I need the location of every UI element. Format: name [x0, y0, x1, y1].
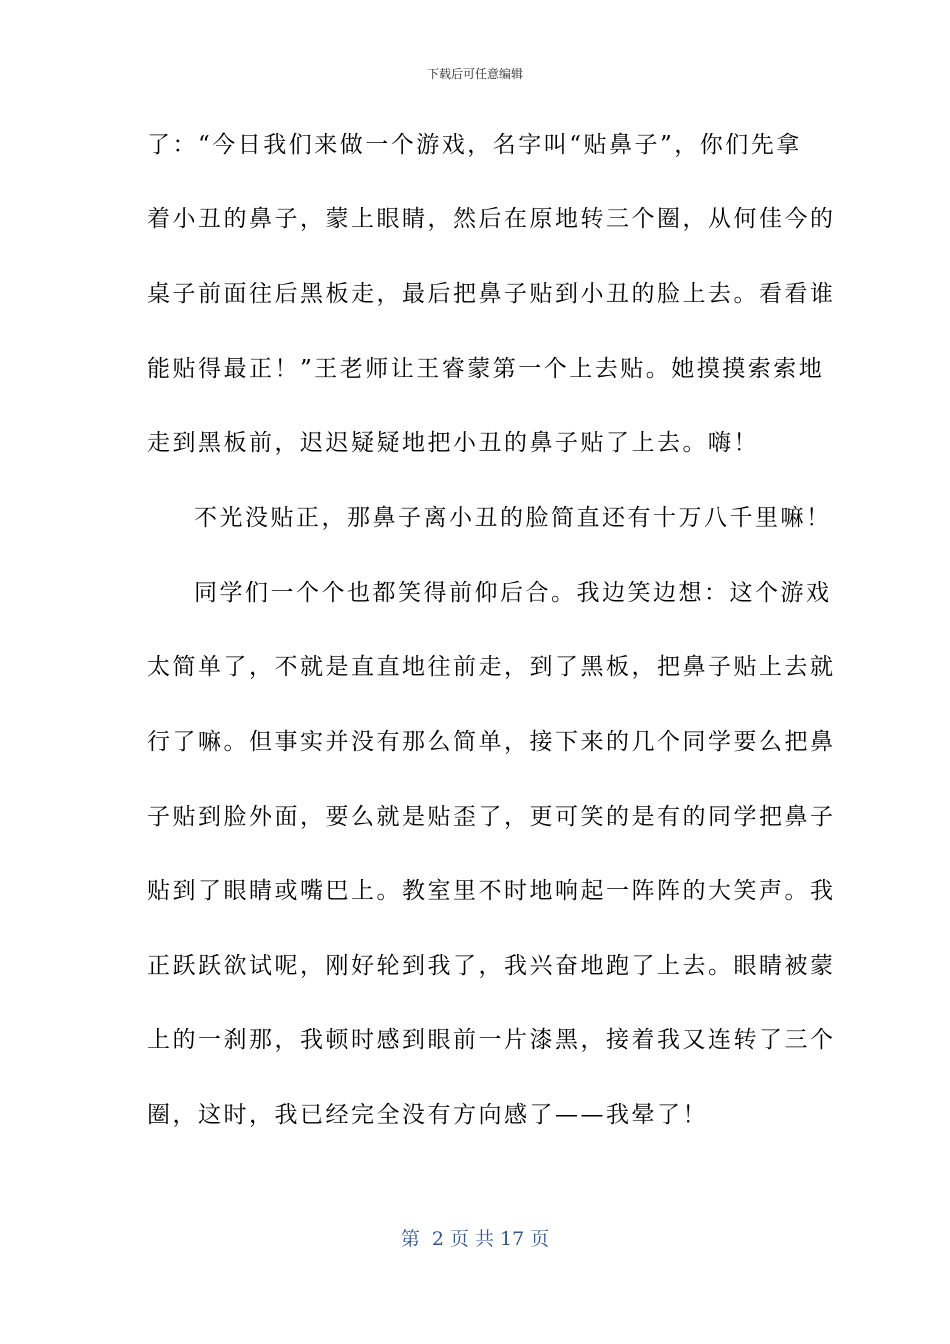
paragraph-first-line: 不光没贴正，那鼻子离小丑的脸简直还有十万八千里嘛！: [194, 505, 832, 531]
body-line: 桌子前面往后黑板走，最后把鼻子贴到小丑的脸上去。看看谁: [147, 281, 836, 307]
paragraph-first-line: 同学们一个个也都笑得前仰后合。我边笑边想：这个游戏: [194, 580, 832, 606]
body-line: 圈，这时，我已经完全没有方向感了——我晕了！: [147, 1102, 708, 1128]
body-line: 能贴得最正！”王老师让王睿蒙第一个上去贴。她摸摸索索地: [147, 356, 825, 382]
body-line: 贴到了眼睛或嘴巴上。教室里不时地响起一阵阵的大笑声。我: [147, 878, 836, 904]
body-line: 行了嘛。但事实并没有那么简单，接下来的几个同学要么把鼻: [147, 729, 836, 755]
body-line: 了：“今日我们来做一个游戏，名字叫“贴鼻子”，你们先拿: [147, 132, 802, 158]
page-number-footer: 第 2 页 共 17 页: [400, 1228, 550, 1250]
body-line: 太简单了，不就是直直地往前走，到了黑板，把鼻子贴上去就: [147, 654, 836, 680]
body-line: 走到黑板前，迟迟疑疑地把小丑的鼻子贴了上去。嗨！: [147, 430, 759, 456]
body-line: 上的一刹那，我顿时感到眼前一片漆黑，接着我又连转了三个: [147, 1027, 836, 1053]
body-line: 着小丑的鼻子，蒙上眼睛，然后在原地转三个圈，从何佳今的: [147, 206, 836, 232]
body-line: 子贴到脸外面，要么就是贴歪了，更可笑的是有的同学把鼻子: [147, 804, 836, 830]
body-line: 正跃跃欲试呢，刚好轮到我了，我兴奋地跑了上去。眼睛被蒙: [147, 953, 836, 979]
page-header: 下载后可任意编辑: [426, 67, 523, 81]
